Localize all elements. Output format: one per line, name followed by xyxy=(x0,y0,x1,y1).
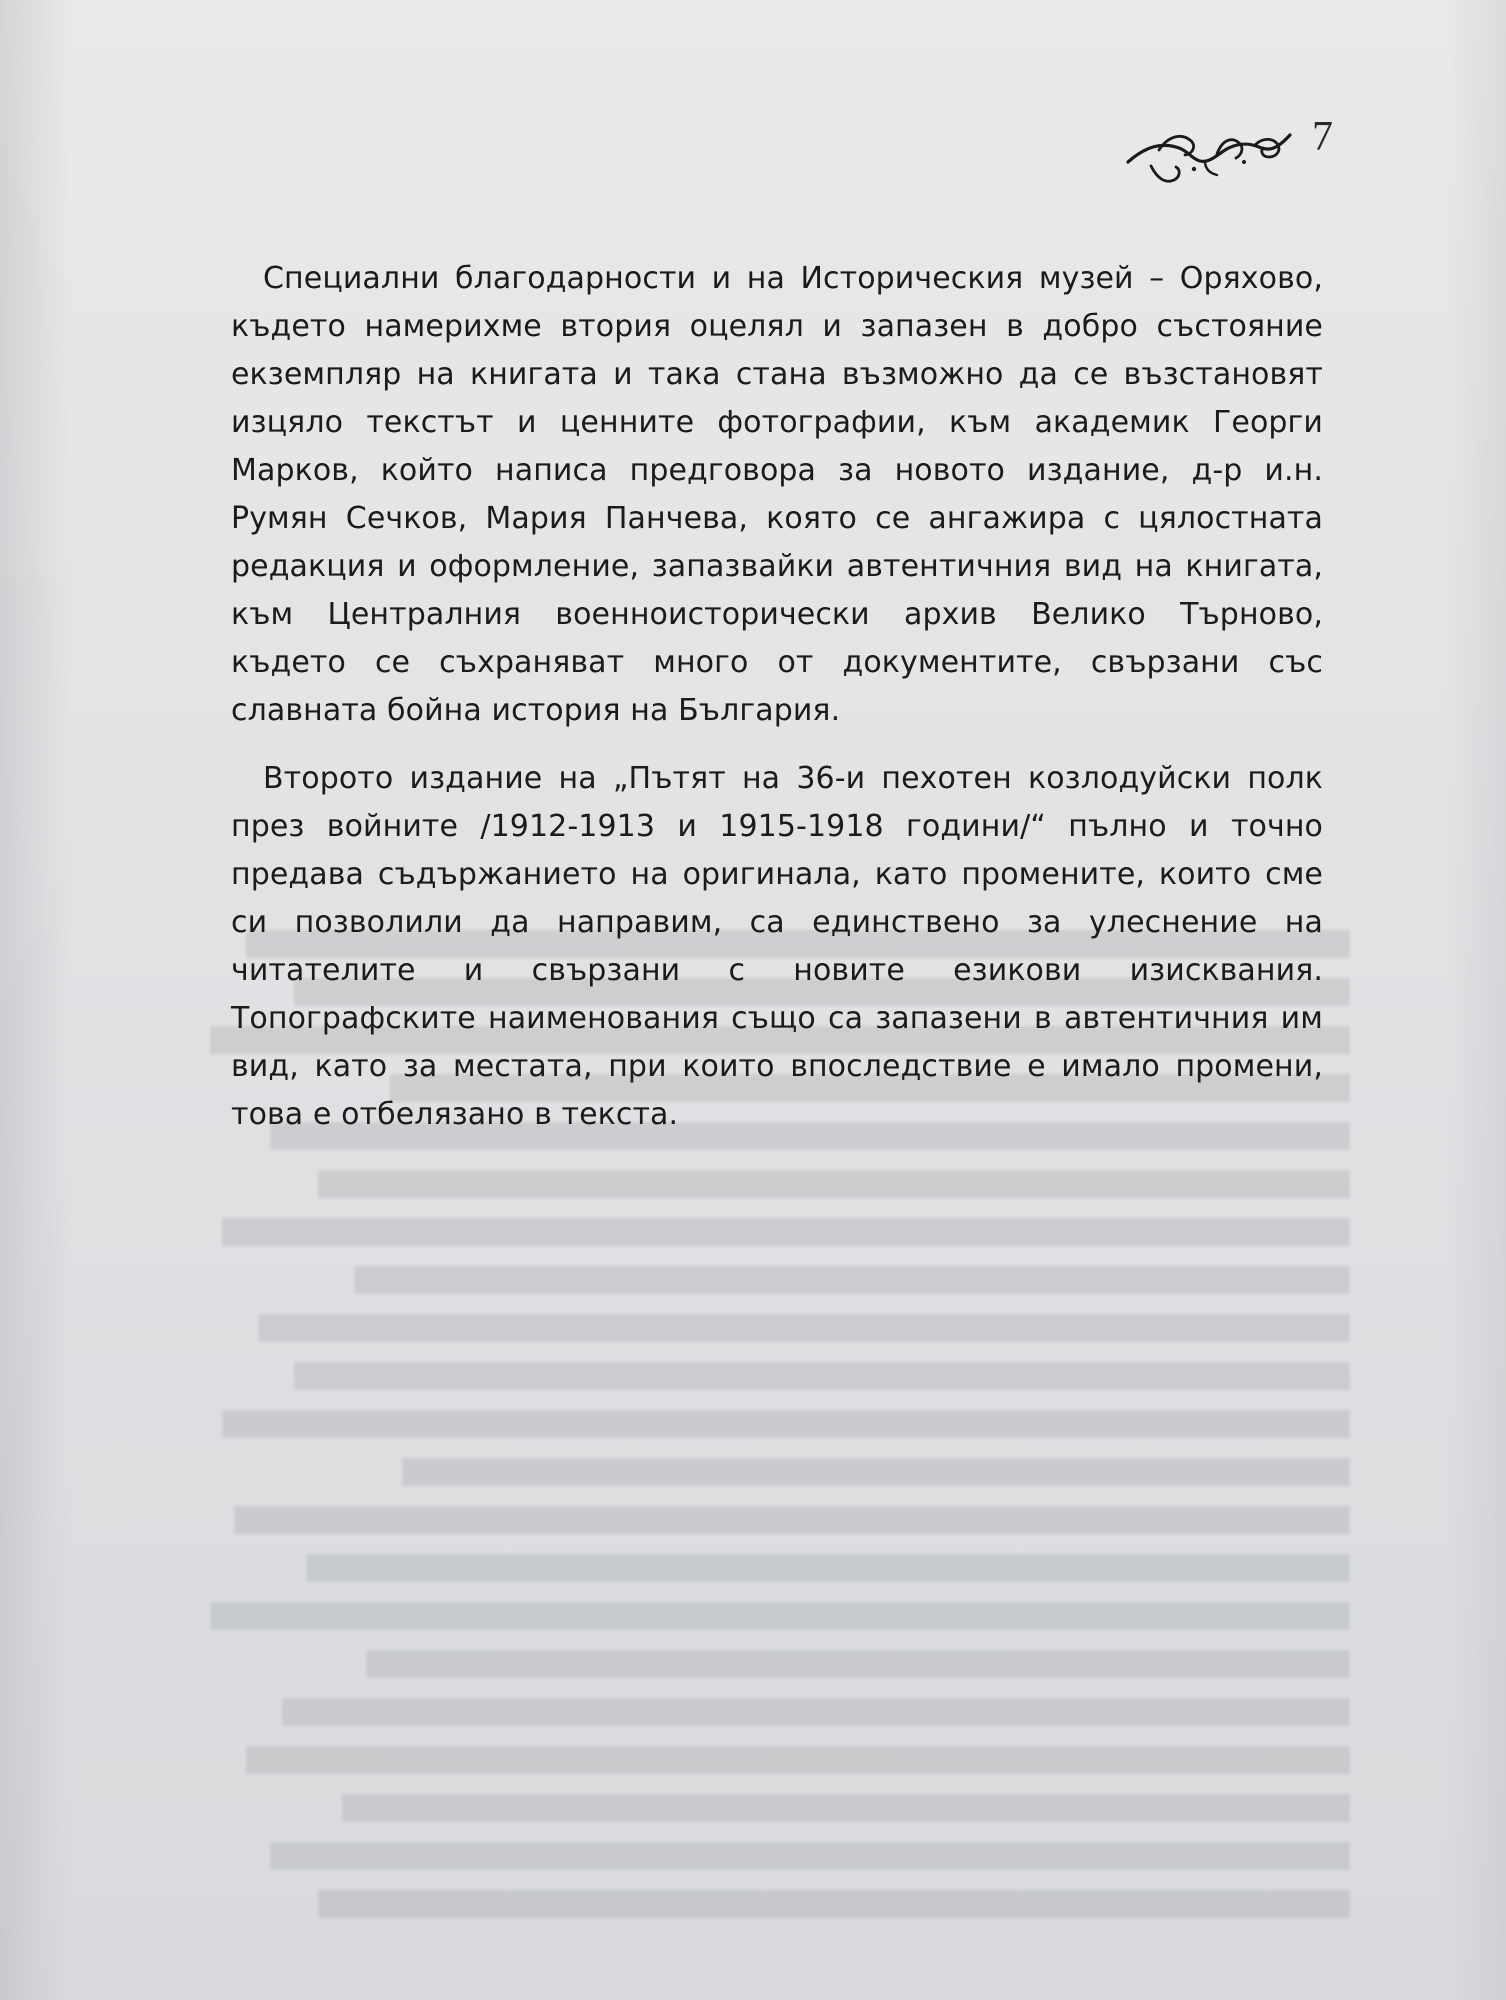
page-right-shadow xyxy=(1446,0,1506,2000)
page-number: 7 xyxy=(1312,114,1333,160)
main-text-block xyxy=(231,255,1323,1159)
decorative-flourish-icon xyxy=(1118,120,1298,192)
page-left-shadow xyxy=(0,0,70,2000)
paragraph-2: Второто издание на „Пътят на 36-и пехотен козлодуйски полк през войните /1912-1913 и 1915-1918 години/“ пълно и точно предава съдържанието на оригинала, като промените, които сме си позволили да направим, са единствено за улеснение на читателите и свързани с новите езикови изисквания. Топографските наименования също са запазени в автентичния им вид, като за местата, при които впоследствие е имало промени, това е отбелязано в текста. xyxy=(231,761,1323,1132)
paragraph-1: Специални благодарности и на Историческия музей – Оряхово, където намерихме втория оцелял и запазен в добро състояние екземпляр на книгата и така стана възможно да се възстановят изцяло текстът и ценните фотографии, към академик Георги Марков, който написа предговора за новото издание, д-р и.н. Румян Сечков, Мария Панчева, която се ангажира с цялостната редакция и оформление, запазвайки автентичния вид на книгата, към Централния военноисторически архив Велико Търново, където се съхраняват много от документите, свързани със славната бойна история на България. xyxy=(231,261,1323,728)
page-header xyxy=(1118,112,1358,200)
